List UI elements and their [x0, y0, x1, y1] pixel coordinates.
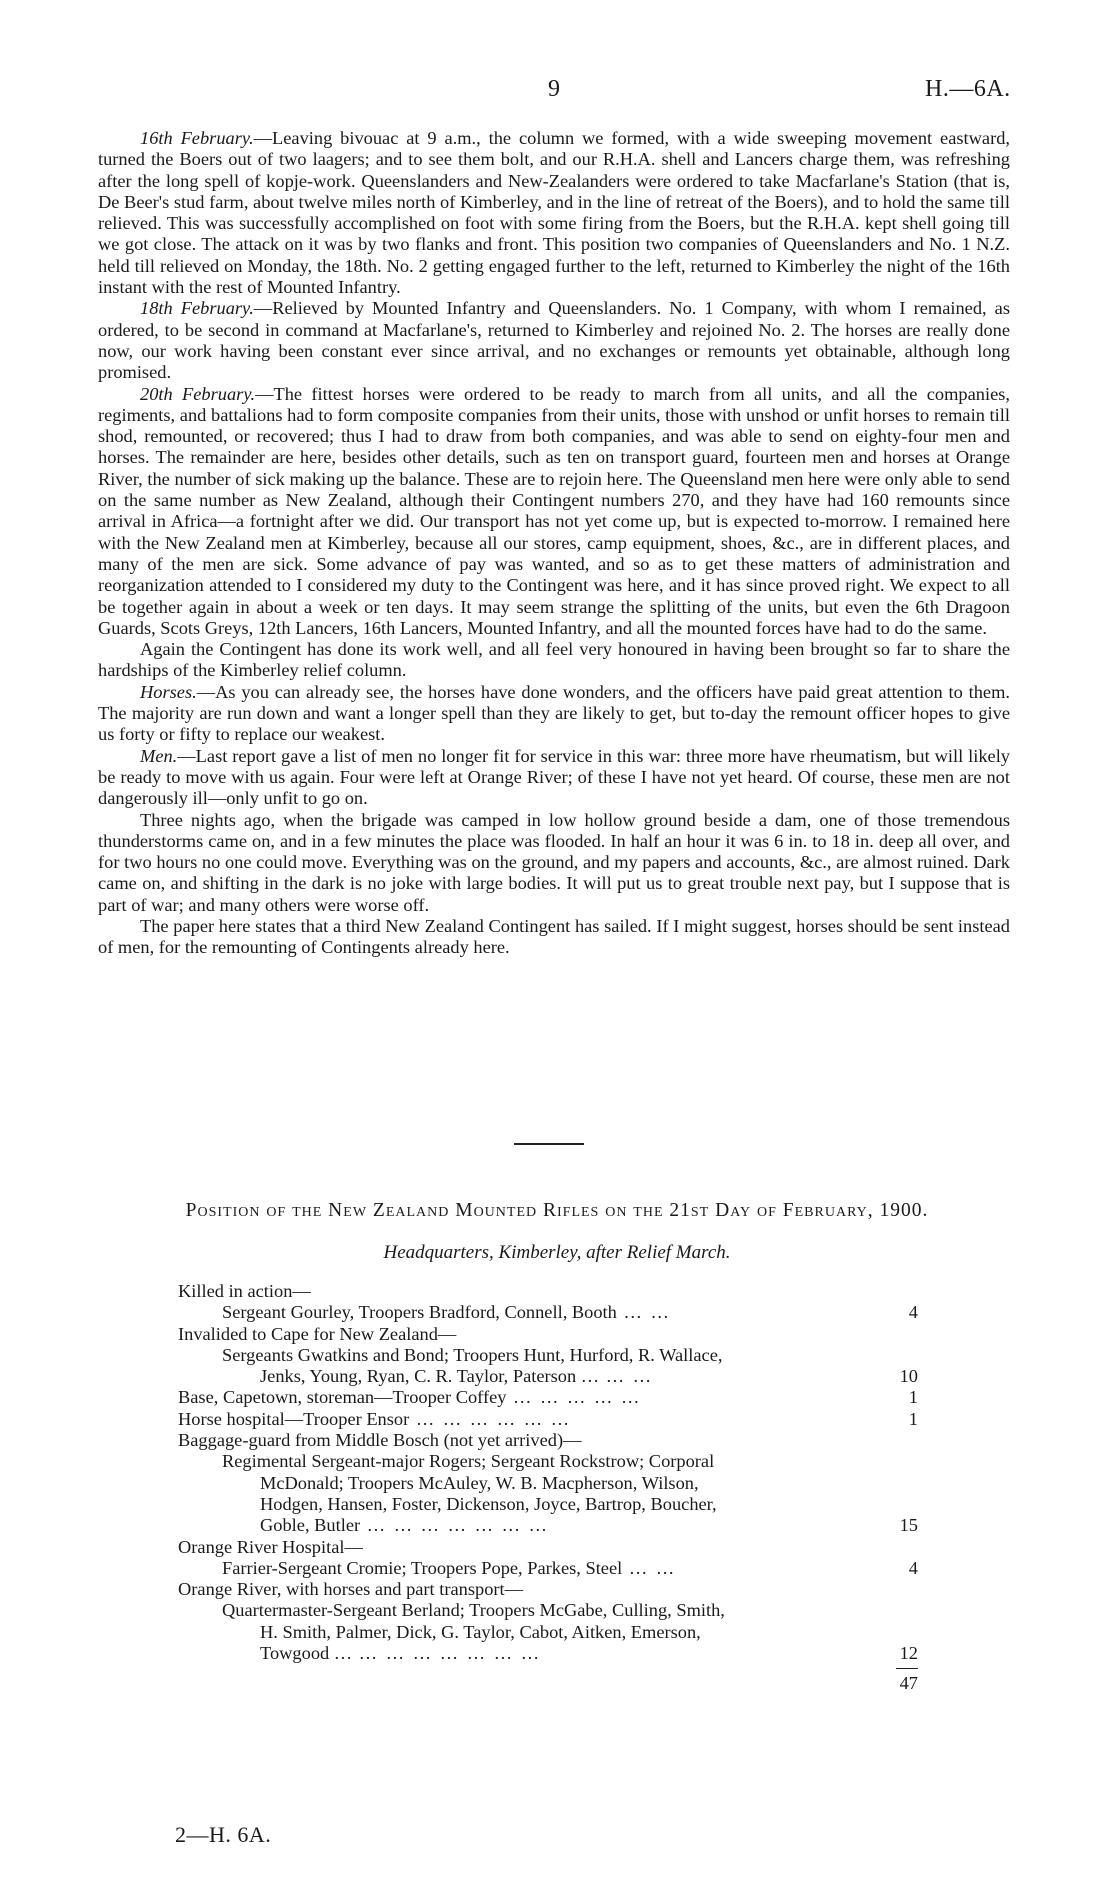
- position-subtitle: Headquarters, Kimberley, after Relief March.: [383, 1242, 731, 1263]
- paragraph: The paper here states that a third New Zealand Contingent has sailed. If I might suggest, horses should be sent instead of men, for the remounting of Contingents already here.: [98, 915, 1010, 958]
- position-title: Position of the New Zealand Mounted Rifles on the 21st Day of February, 1900.: [185, 1200, 929, 1221]
- roster-row: Hodgen, Hansen, Foster, Dickenson, Joyce, Bartrop, Boucher,: [260, 1493, 717, 1514]
- roster-row: Orange River Hospital—: [178, 1536, 363, 1557]
- body-text: [98, 128, 1010, 959]
- roster-row: Sergeants Gwatkins and Bond; Troopers Hunt, Hurford, R. Wallace,: [222, 1344, 723, 1365]
- paragraph: Again the Contingent has done its work well, and all feel very honoured in having been brought so far to share the hardships of the Kimberley relief column.: [98, 639, 1010, 681]
- footer-reference: 2—H. 6A.: [175, 1822, 272, 1847]
- roster-row: Horse hospital—Trooper Ensor … … … … … … 1: [178, 1408, 918, 1429]
- roster-row: Base, Capetown, storeman—Trooper Coffey … … … … … 1: [178, 1387, 918, 1408]
- roster-list: [178, 1281, 918, 1695]
- paragraph: 16th February.—Leaving bivouac at 9 a.m., the column we formed, with a wide sweeping movement eastward, turned the Boers out of two laagers; and to see them bolt, and our R.H.A. shell and Lancers charge them, was refreshing after the long spell of kopje-work. Queenslanders and New-Zealanders were ordered to take Macfarlane's Station (that is, De Beer's stud farm, about twelve miles north of Kimberley, and in the line of retreat of the Boers), and to hold the same till relieved. This was successfully accomplished on foot with some firing from the Boers, but the R.H.A. kept shell going till we got close. The attack on it was by two flanks and front. This position two companies of Queenslanders and No. 1 N.Z. held till relieved on Monday, the 18th. No. 2 getting engaged further to the left, returned to Kimberley the night of the 16th instant with the rest of Mounted Infantry.: [98, 128, 1010, 298]
- total-rule: [896, 1668, 918, 1669]
- roster-row: McDonald; Troopers McAuley, W. B. Macpherson, Wilson,: [260, 1472, 699, 1493]
- roster-row: Regimental Sergeant-major Rogers; Sergeant Rockstrow; Corporal: [222, 1451, 715, 1472]
- roster-row: Towgood … … … … … … … … 12: [260, 1643, 918, 1664]
- roster-row: Sergeant Gourley, Troopers Bradford, Connell, Booth … … 4: [222, 1302, 918, 1323]
- roster-total: 47: [899, 1673, 918, 1694]
- roster-row: H. Smith, Palmer, Dick, G. Taylor, Cabot, Aitken, Emerson,: [260, 1621, 701, 1642]
- paragraph: 20th February.—The fittest horses were ordered to be ready to march from all units, and all the companies, regiments, and battalions had to form composite companies from their units, those with unshod or unfit horses to remain till shod, remounted, or recovered; thus I had to draw from both companies, and was able to send on eighty-four men and horses. The remainder are here, besides other details, such as ten on transport guard, fourteen men and horses at Orange River, the number of sick making up the balance. These are to rejoin here. The Queensland men here were only able to send on the same number as New Zealand, although their Contingent numbers 270, and they have had 160 remounts since arrival in Africa—a fortnight after we did. Our transport has not yet come up, but is expected to-morrow. I remained here with the New Zealand men at Kimberley, because all our stores, camp equipment, shoes, &c., are in different places, and many of the men are sick. Some advance of pay was wanted, and so as to get these matters of administration and reorganization attended to I considered my duty to the Contingent was here, and it has since proved right. We expect to all be together again in about a week or ten days. It may seem strange the splitting of the units, but even the 6th Dragoon Guards, Scots Greys, 12th Lancers, 16th Lancers, Mounted Infantry, and all the mounted forces have had to do the same.: [98, 383, 1010, 638]
- roster-row: Baggage-guard from Middle Bosch (not yet arrived)—: [178, 1430, 582, 1451]
- roster-row: Farrier-Sergeant Cromie; Troopers Pope, Parkes, Steel … … 4: [222, 1557, 918, 1578]
- paragraph: 18th February.—Relieved by Mounted Infantry and Queenslanders. No. 1 Company, with whom I remained, as ordered, to be second in command at Macfarlane's, returned to Kimberley and rejoined No. 2. The horses are really done now, our work having been constant ever since arrival, and no exchanges or remounts yet obtainable, although long promised.: [98, 298, 1010, 383]
- roster-row: Quartermaster-Sergeant Berland; Troopers McGabe, Culling, Smith,: [222, 1600, 725, 1621]
- paragraph: Horses.—As you can already see, the horses have done wonders, and the officers have paid great attention to them. The majority are run down and want a longer spell than they are likely to get, but to-day the remount officer hopes to give us forty or fifty to replace our weakest.: [98, 681, 1010, 745]
- roster-row: Goble, Butler … … … … … … … 15: [260, 1515, 918, 1536]
- paragraph: Men.—Last report gave a list of men no longer fit for service in this war: three more have rheumatism, but will likely be ready to move with us again. Four were left at Orange River; of these I have not yet heard. Of course, these men are not dangerously ill—only unfit to go on.: [98, 745, 1010, 809]
- paragraph: Three nights ago, when the brigade was camped in low hollow ground beside a dam, one of those tremendous thunderstorms came on, and in a few minutes the place was flooded. In half an hour it was 6 in. to 18 in. deep all over, and for two hours no one could move. Everything was on the ground, and my papers and accounts, &c., are almost ruined. Dark came on, and shifting in the dark is no joke with large bodies. It will put us to great trouble next pay, but I suppose that is part of war; and many others were worse off.: [98, 809, 1010, 915]
- roster-row: Orange River, with horses and part transport—: [178, 1579, 524, 1600]
- roster-row: Jenks, Young, Ryan, C. R. Taylor, Paterson … … … 10: [260, 1366, 918, 1387]
- roster-row: Invalided to Cape for New Zealand—: [178, 1323, 457, 1344]
- page-number: 9: [548, 76, 560, 102]
- document-reference: H.—6A.: [925, 76, 1011, 102]
- roster-row: Killed in action—: [178, 1281, 311, 1301]
- section-divider: [514, 1143, 584, 1145]
